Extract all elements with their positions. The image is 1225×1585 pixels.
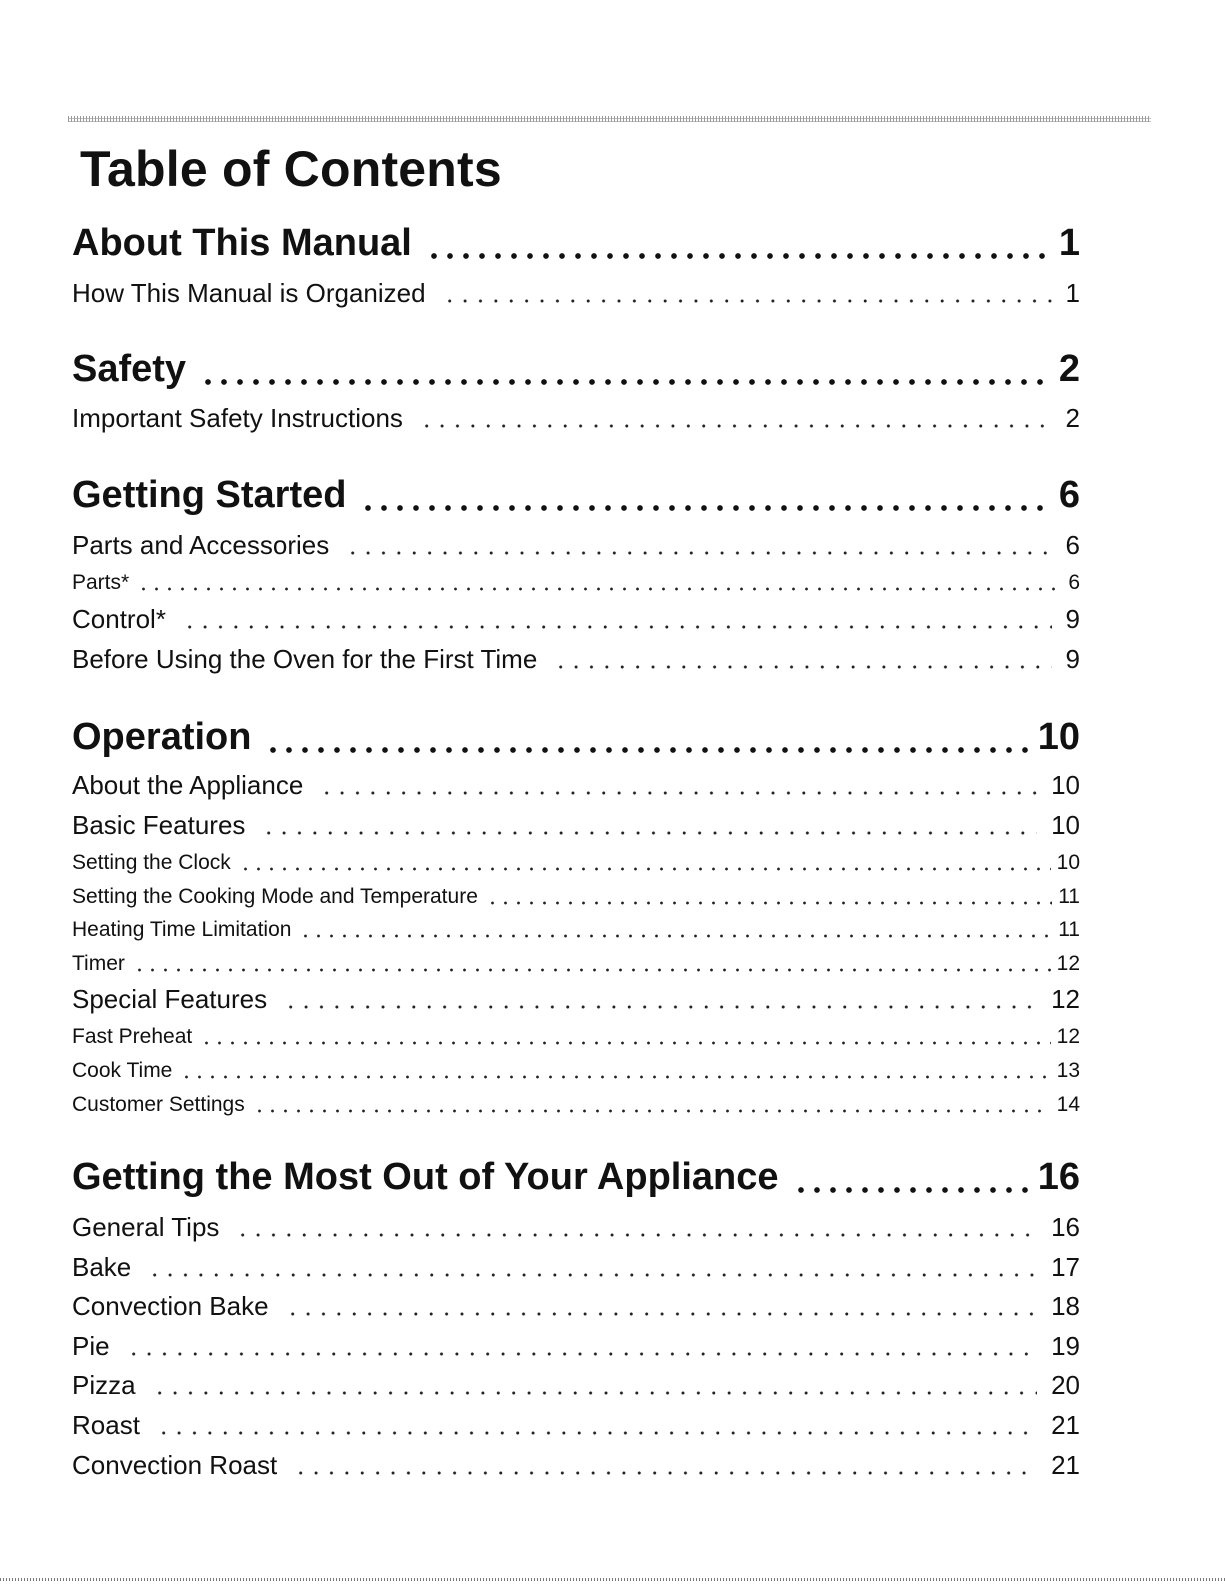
toc-entry-convection-roast[interactable] [72,1449,1080,1481]
dot-leader [200,379,1053,385]
toc-page-number: 13 [1056,1059,1080,1082]
toc-entry-label: Pie [72,1331,110,1361]
toc-entry-parts-and-accessories[interactable] [72,529,1080,561]
toc-entry-label: Convection Bake [72,1291,269,1321]
toc-entry-fast-preheat[interactable] [72,1024,1080,1050]
toc-page-number: 10 [1037,716,1080,758]
toc-entry-control[interactable] [72,603,1080,635]
toc-entry-parts[interactable] [72,570,1080,596]
toc-entry-label: Roast [72,1410,140,1440]
toc-page-number: 2 [1058,348,1080,390]
toc-entry-special-features[interactable] [72,983,1080,1015]
toc-entry-label: General Tips [72,1212,220,1242]
toc-entry-label: Important Safety Instructions [72,403,403,433]
page-title: Table of Contents [80,141,502,197]
toc-page-number: 9 [1065,604,1080,634]
dot-leader [126,1352,1038,1356]
dot-leader [283,1005,1037,1009]
dot-leader [265,747,1031,753]
toc-entry-pizza[interactable] [72,1369,1080,1401]
toc-page-number: 1 [1058,222,1080,264]
toc-page-number: 6 [1068,571,1080,594]
toc-entry-label: Cook Time [72,1059,173,1082]
toc-entry-bake[interactable] [72,1251,1080,1283]
toc-entry-label: Parts and Accessories [72,530,330,560]
dot-leader [200,1041,1050,1045]
toc-entry-label: Special Features [72,984,268,1014]
toc-page-number: 16 [1037,1156,1080,1198]
toc-page-number: 2 [1065,403,1080,433]
toc-page-number: 12 [1056,1025,1080,1048]
dot-leader [137,587,1062,591]
dot-leader [152,1391,1038,1395]
toc-page-number: 11 [1058,918,1080,941]
dot-leader [293,1471,1037,1475]
toc-page-number: 12 [1051,984,1080,1014]
toc-entry-basic-features[interactable] [72,809,1080,841]
dot-leader [486,901,1052,905]
dot-leader [182,625,1052,629]
toc-section-safety[interactable] [72,346,1080,392]
toc-entry-label: Setting the Cooking Mode and Temperature [72,885,478,908]
toc-entry-setting-the-clock[interactable] [72,850,1080,876]
toc-entry-convection-bake[interactable] [72,1290,1080,1322]
toc-page-number: 20 [1051,1370,1080,1400]
toc-section-label: Getting Started [72,474,347,516]
toc-section-label: Safety [72,348,187,390]
toc-entry-label: Parts* [72,571,130,594]
toc-entry-label: Timer [72,952,125,975]
toc-entry-general-tips[interactable] [72,1211,1080,1243]
toc-entry-timer[interactable] [72,951,1080,977]
toc-page-number: 10 [1051,810,1080,840]
dot-leader [156,1431,1037,1435]
toc-entry-about-the-appliance[interactable] [72,769,1080,801]
toc-entry-label: Heating Time Limitation [72,918,292,941]
toc-page-number: 11 [1058,885,1080,908]
dot-leader [299,934,1052,938]
toc-entry-before-using-the-oven[interactable] [72,643,1080,675]
dot-leader [235,1233,1037,1237]
toc-page-number: 14 [1056,1093,1080,1116]
toc-entry-customer-settings[interactable] [72,1092,1080,1118]
toc-entry-heating-time-limitation[interactable] [72,917,1080,943]
toc-entry-cook-time[interactable] [72,1058,1080,1084]
dot-leader [285,1312,1038,1316]
dot-leader [319,791,1037,795]
dot-leader [261,831,1037,835]
toc-entry-label: Customer Settings [72,1093,245,1116]
toc-page-number: 21 [1051,1450,1080,1480]
toc-entry-label: How This Manual is Organized [72,278,426,308]
toc-section-getting-started[interactable] [72,472,1080,518]
toc-page-number: 19 [1051,1331,1080,1361]
toc-entry-label: Basic Features [72,810,246,840]
toc-entry-label: About the Appliance [72,770,304,800]
toc-entry-setting-the-cooking-mode[interactable] [72,884,1080,910]
bottom-dotted-rule [0,1578,1225,1581]
toc-entry-label: Bake [72,1252,132,1282]
dot-leader [419,424,1052,428]
dot-leader [133,968,1051,972]
dot-leader [239,867,1051,871]
toc-section-operation[interactable] [72,714,1080,760]
toc-entry-label: Setting the Clock [72,851,231,874]
toc-entry-label: Convection Roast [72,1450,278,1480]
toc-entry-how-this-manual-is-organized[interactable] [72,277,1080,309]
toc-page-number: 12 [1056,952,1080,975]
toc-section-about-this-manual[interactable] [72,220,1080,266]
toc-entry-label: Fast Preheat [72,1025,193,1048]
toc-page-number: 18 [1051,1291,1080,1321]
toc-page-number: 10 [1056,851,1080,874]
toc-page-number: 16 [1051,1212,1080,1242]
toc-page-number: 6 [1065,530,1080,560]
dot-leader [360,505,1052,511]
dot-leader [426,253,1053,259]
toc-entry-important-safety-instructions[interactable] [72,402,1080,434]
toc-page-number: 21 [1051,1410,1080,1440]
toc-entry-label: Pizza [72,1370,136,1400]
toc-page-number: 17 [1051,1252,1080,1282]
toc-page-number: 10 [1051,770,1080,800]
toc-page-number: 9 [1065,644,1080,674]
top-dotted-rule [68,116,1151,122]
toc-section-label: Operation [72,716,252,758]
toc-page-number: 6 [1058,474,1080,516]
dot-leader [180,1075,1050,1079]
toc-section-getting-the-most-out[interactable] [72,1154,1080,1200]
dot-leader [147,1273,1037,1277]
dot-leader [553,665,1051,669]
toc-entry-label: Control* [72,604,166,634]
toc-entry-pie[interactable] [72,1330,1080,1362]
dot-leader [793,1187,1032,1193]
toc-entry-label: Before Using the Oven for the First Time [72,644,538,674]
toc-section-label: About This Manual [72,222,412,264]
dot-leader [442,299,1052,303]
toc-section-label: Getting the Most Out of Your Appliance [72,1156,779,1198]
dot-leader [345,551,1051,555]
toc-page-number: 1 [1065,278,1080,308]
toc-entry-roast[interactable] [72,1409,1080,1441]
dot-leader [253,1109,1051,1113]
